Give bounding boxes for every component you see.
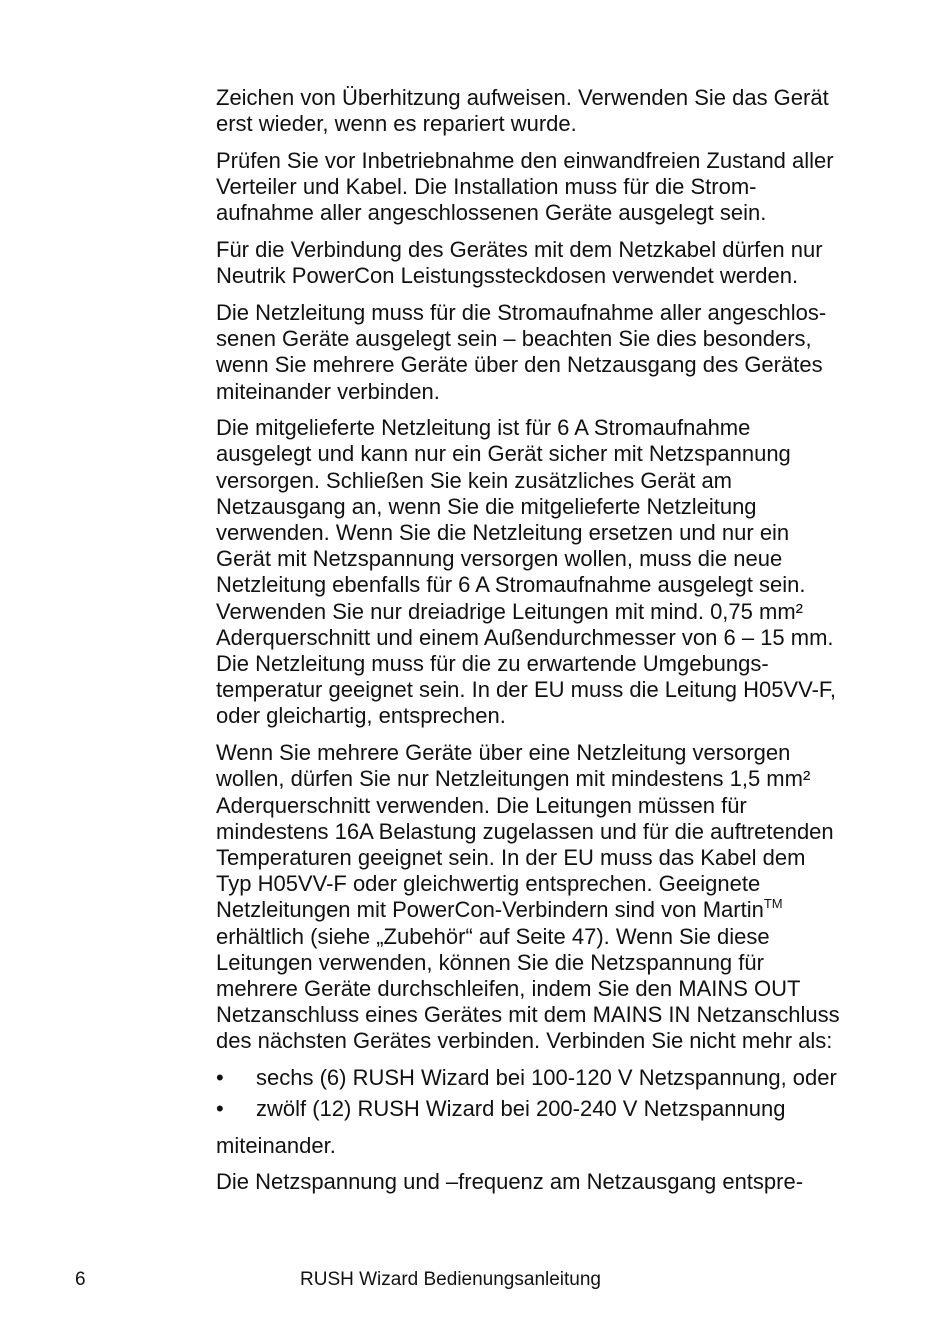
device-limit-list (216, 1065, 876, 1122)
list-item-text: sechs (6) RUSH Wizard bei 100-120 V Netzspannung, oder (256, 1065, 837, 1091)
text-line: Netzausgang an, wenn Sie die mitgelieferte Netzleitung (216, 493, 757, 519)
trademark-superscript: TM (763, 896, 783, 912)
footer-title: RUSH Wizard Bedienungsanleitung (300, 1269, 601, 1290)
text-line: aufnahme aller angeschlossenen Geräte ausgelegt sein. (216, 200, 767, 226)
text-line: verwenden. Wenn Sie die Netzleitung ersetzen und nur ein (216, 520, 790, 546)
paragraph-voltage-frequency (216, 1169, 876, 1195)
paragraph-multiple-devices (216, 740, 876, 1054)
paragraph-power-cable-rating (216, 300, 876, 405)
text-line: Die mitgelieferte Netzleitung ist für 6 A Stromaufnahme (216, 415, 751, 441)
text-line: Netzleitung ebenfalls für 6 A Stromaufnahme ausgelegt sein. (216, 572, 806, 598)
text-line: wollen, dürfen Sie nur Netzleitungen mit mindestens 1,5 mm² (216, 766, 811, 792)
text-line: Prüfen Sie vor Inbetriebnahme den einwandfreien Zustand aller (216, 147, 834, 173)
text-line: mindestens 16A Belastung zugelassen und für die auftretenden (216, 818, 834, 844)
text-line: versorgen. Schließen Sie kein zusätzliches Gerät am (216, 467, 733, 493)
text-line: mehrere Geräte durchschleifen, indem Sie den MAINS OUT (216, 976, 801, 1001)
paragraph-overheating (216, 85, 876, 137)
text-line: Gerät mit Netzspannung versorgen wollen, muss die neue (216, 546, 783, 572)
text-line: Temperaturen geeignet sein. In der EU muss das Kabel dem (216, 844, 806, 870)
text-line: Für die Verbindung des Gerätes mit dem Netzkabel dürfen nur (216, 237, 823, 263)
text-line: Zeichen von Überhitzung aufweisen. Verwenden Sie das Gerät (216, 85, 829, 110)
list-item (216, 1096, 876, 1122)
text-line: ausgelegt und kann nur ein Gerät sicher mit Netzspannung (216, 441, 791, 467)
text-line: Verwenden Sie nur dreiadrige Leitungen mit mind. 0,75 mm² (216, 598, 803, 624)
paragraph-powercon (216, 237, 876, 289)
text-line: wenn Sie mehrere Geräte über den Netzausgang des Gerätes (216, 352, 823, 378)
text-line: Die Netzleitung muss für die zu erwartende Umgebungs- (216, 651, 769, 677)
text-line: oder gleichartig, entsprechen. (216, 703, 506, 729)
text-line: Die Netzspannung und –frequenz am Netzausgang entspre- (216, 1169, 804, 1195)
text-line: miteinander. (216, 1132, 336, 1158)
text-line: temperatur geeignet sein. In der EU muss die Leitung H05VV-F, (216, 677, 837, 703)
page-body (216, 85, 876, 1206)
text-line-martin (216, 897, 876, 923)
page-number: 6 (75, 1269, 86, 1290)
bullet-icon: • (216, 1065, 224, 1091)
text-line: Wenn Sie mehrere Geräte über eine Netzleitung versorgen (216, 740, 791, 766)
paragraph-together (216, 1133, 876, 1159)
text-line: Typ H05VV-F oder gleichwertig entsprechen. Geeignete (216, 871, 761, 897)
paragraph-check-cables (216, 148, 876, 227)
text-line: Aderquerschnitt verwenden. Die Leitungen müssen für (216, 792, 747, 818)
text-line: Verteiler und Kabel. Die Installation muss für die Strom- (216, 174, 757, 200)
text-line: Aderquerschnitt und einem Außendurchmesser von 6 – 15 mm. (216, 624, 834, 650)
list-item (216, 1065, 876, 1091)
text-line: senen Geräte ausgelegt sein – beachten Sie dies besonders, (216, 326, 812, 352)
text-line: erhältlich (siehe „Zubehör“ auf Seite 47). Wenn Sie diese (216, 923, 770, 949)
text-line: Neutrik PowerCon Leistungssteckdosen verwendet werden. (216, 263, 799, 289)
martin-line-text: Netzleitungen mit PowerCon-Verbindern sind von Martin (216, 897, 764, 923)
text-line: des nächsten Gerätes verbinden. Verbinden Sie nicht mehr als: (216, 1028, 833, 1054)
list-item-text: zwölf (12) RUSH Wizard bei 200-240 V Netzspannung (256, 1096, 786, 1122)
text-line: erst wieder, wenn es repariert wurde. (216, 111, 577, 137)
text-line: miteinander verbinden. (216, 378, 440, 404)
paragraph-supplied-cable (216, 415, 876, 729)
text-line: Netzanschluss eines Gerätes mit dem MAINS IN Netzanschluss (216, 1002, 840, 1028)
text-line: Leitungen verwenden, können Sie die Netzspannung für (216, 949, 764, 975)
text-line: Die Netzleitung muss für die Stromaufnahme aller angeschlos- (216, 299, 827, 325)
bullet-icon: • (216, 1096, 224, 1122)
